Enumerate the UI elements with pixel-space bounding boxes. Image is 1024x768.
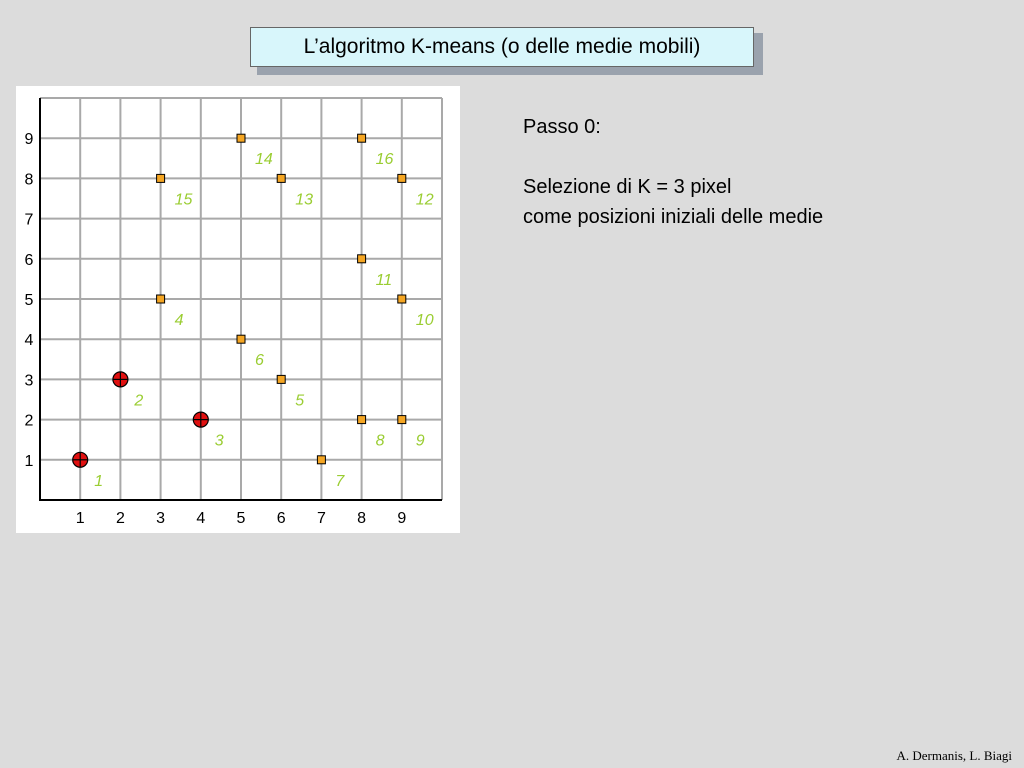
x-tick-label: 5 — [236, 510, 246, 527]
x-tick-label: 6 — [276, 510, 286, 527]
x-tick-label: 8 — [357, 510, 367, 527]
point-label: 7 — [335, 472, 345, 490]
slide-title: L’algoritmo K-means (o delle medie mobili) — [250, 27, 754, 67]
x-tick-label: 3 — [156, 510, 166, 527]
point-label: 8 — [375, 432, 385, 450]
point-label: 16 — [375, 151, 394, 169]
scatter-chart — [16, 86, 460, 533]
point-label: 15 — [174, 191, 193, 209]
point-label: 14 — [255, 151, 273, 169]
pixel-point — [398, 295, 406, 303]
x-tick-label: 2 — [115, 510, 125, 527]
y-tick-label: 5 — [24, 292, 34, 309]
point-label: 6 — [255, 352, 264, 370]
point-label: 4 — [174, 312, 184, 329]
pixel-point — [358, 416, 366, 424]
pixel-point — [157, 295, 165, 303]
point-label: 9 — [415, 432, 425, 450]
y-tick-label: 7 — [24, 211, 34, 229]
footer-authors: A. Dermanis, L. Biagi — [896, 748, 1012, 763]
step-label: Passo 0: — [523, 116, 601, 138]
x-tick-label: 7 — [316, 510, 326, 527]
pixel-point — [317, 456, 325, 464]
y-tick-label: 6 — [24, 251, 34, 269]
x-tick-label: 4 — [196, 510, 206, 527]
pixel-point — [398, 174, 406, 182]
point-label: 12 — [415, 191, 434, 209]
description-line-2: come posizioni iniziali delle medie — [523, 206, 824, 228]
point-label: 3 — [214, 432, 224, 450]
point-label: 2 — [134, 392, 144, 410]
step-description — [523, 112, 823, 232]
point-label: 11 — [375, 271, 393, 289]
pixel-point — [277, 174, 285, 182]
x-tick-label: 1 — [75, 510, 85, 527]
pixel-point — [277, 375, 285, 383]
y-tick-label: 9 — [24, 131, 34, 149]
y-tick-label: 2 — [24, 412, 34, 430]
pixel-point — [358, 134, 366, 142]
y-tick-label: 1 — [24, 452, 34, 470]
pixel-point — [237, 134, 245, 142]
x-tick-label: 9 — [397, 510, 407, 527]
point-label: 13 — [295, 191, 313, 209]
point-label: 5 — [295, 392, 305, 410]
scatter-chart-panel — [16, 86, 460, 533]
pixel-point — [237, 335, 245, 343]
point-label: 1 — [94, 472, 104, 490]
pixel-point — [398, 416, 406, 424]
y-tick-label: 8 — [24, 171, 34, 189]
description-line-1: Selezione di K = 3 pixel — [523, 176, 732, 198]
y-tick-label: 4 — [24, 332, 34, 350]
pixel-point — [358, 255, 366, 263]
pixel-point — [157, 174, 165, 182]
point-label: 10 — [415, 312, 434, 329]
y-tick-label: 3 — [24, 372, 34, 390]
